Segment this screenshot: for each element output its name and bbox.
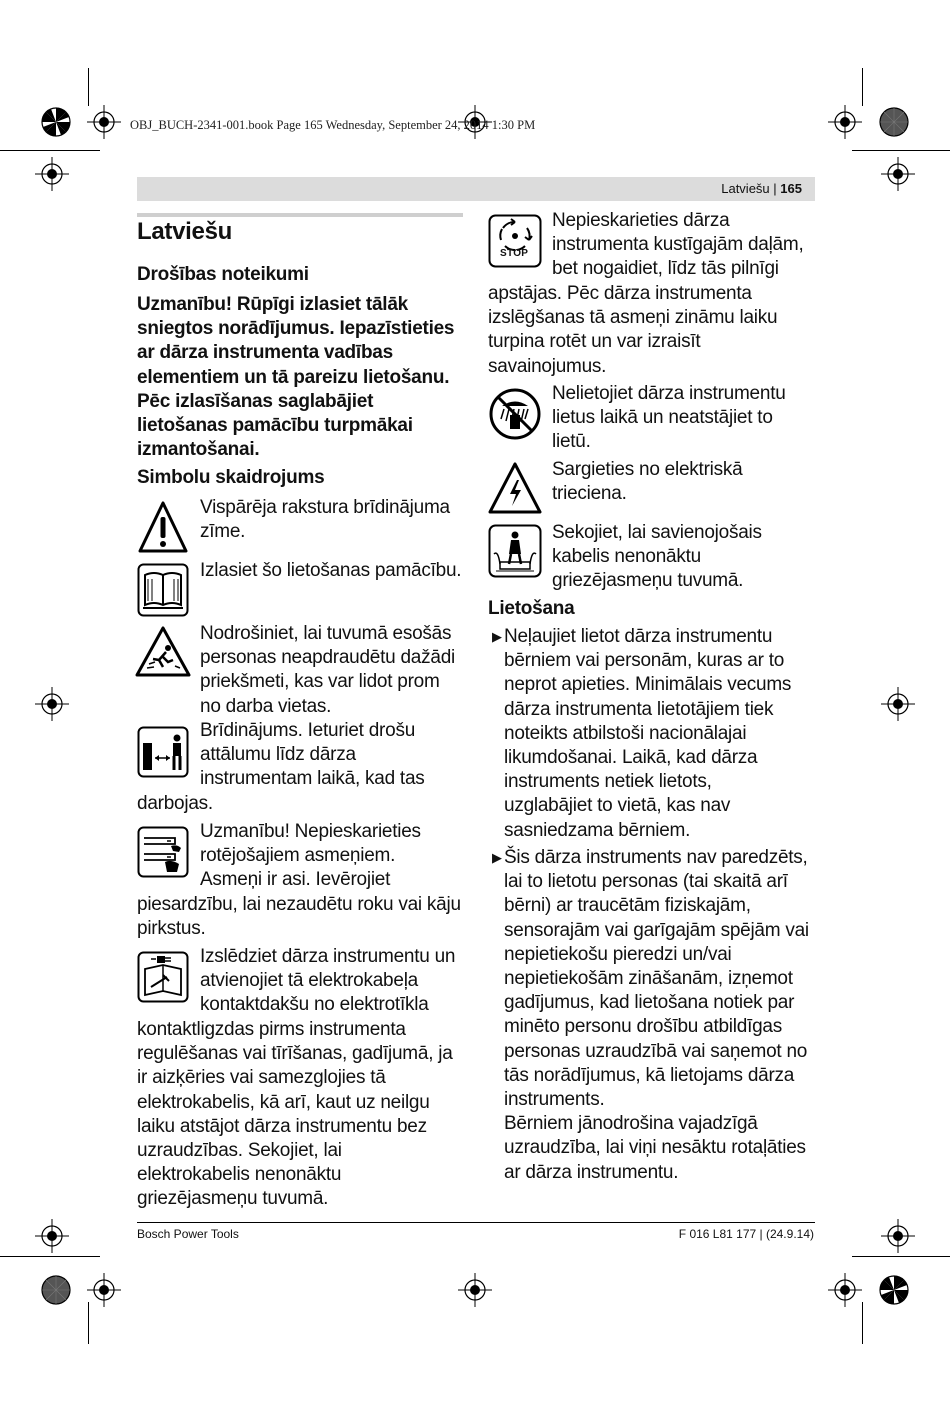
title-rule [137,213,463,217]
bullet-line: gadījumus, kad lietošana notiek par [504,992,795,1014]
header-separator: | [773,181,777,196]
symbol-line: griezējasmeņu tuvumā. [137,1188,329,1210]
usage-heading: Lietošana [488,598,575,619]
intro-line: izmantošanai. [137,439,260,461]
symbol-text [137,1018,477,1212]
symbol-text [552,521,822,594]
stop-badge: STOP [500,248,529,259]
warning-triangle-icon [137,500,189,554]
footer-rule [137,1222,815,1223]
symbol-line: Brīdinājums. Ieturiet drošu [200,720,416,741]
intro-line: ar dārza instrumenta vadības [137,342,393,364]
book-info-line: OBJ_BUCH-2341-001.book Page 165 Wednesday, September 24, 2014 1:30 PM [130,118,536,132]
page-header [721,181,802,196]
intro-line: sniegtos norādījumus. Iepazīstieties [137,318,455,340]
symbols-heading: Simbolu skaidrojums [137,467,325,488]
symbol-line: ir aizķēries vai samezglojies tā [137,1067,386,1089]
bullet-line: tās norādījumus, kā lietojams dārza [504,1064,795,1086]
symbol-text [552,382,822,455]
symbol-line: elektrokabelis, kā arī, kaut uz neilgu [137,1091,430,1113]
symbol-line: instrumentam laikā, kad tas [200,768,425,790]
symbol-line: bet nogaidiet, līdz tās pilnīgi [552,258,779,280]
symbol-line: rotējošajiem asmeņiem. [200,845,396,867]
stop-rotation-icon [488,214,542,268]
symbol-line: Nepieskarieties dārza [552,210,730,231]
symbol-line: elektrokabelis nenonāktu [137,1164,342,1186]
bullet-line: ar dārza instrumentu. [504,1161,679,1183]
symbol-line: Nodrošiniet, lai tuvumā esošās [200,623,452,644]
page-number: 165 [780,181,802,196]
bullet-line: likumdošanai. Laikā, kad dārza [504,747,758,769]
symbol-line: kontaktligzdas pirms instrumenta [137,1019,406,1040]
symbol-line: priekšmeti, kas var lidot prom [200,671,440,693]
symbol-line: izslēgšanas tā asmeņi zināmu laiku [488,307,778,329]
read-manual-icon [137,563,189,617]
symbol-text [552,458,822,506]
bullet-line: bērni) ar traucētām fiziskajām, [504,895,751,917]
page-title: Latviešu [137,218,232,245]
electric-shock-icon [487,461,543,515]
symbol-line: Sekojiet, lai savienojošais [552,522,762,543]
bullet-line: nepietiekošu pieredzi un/vai [504,943,732,965]
symbol-text [488,282,828,379]
header-language: Latviešu [721,181,770,196]
symbol-line: regulēšanas vai tīrīšanas, gadījumā, ja [137,1043,453,1065]
header-bar [137,177,815,201]
warning-intro [137,293,467,462]
symbol-line: attālumu līdz dārza [200,744,356,766]
symbol-line: kontaktdakšu no elektrotīkla [200,994,429,1016]
bullet-line: neprot apieties. Minimālais vecums [504,674,792,696]
bullet-line: Bērniem jānodrošina vajadzīgā [504,1113,758,1135]
bullet-line: Šis dārza instruments nav paredzēts, [504,847,808,868]
symbol-line: Izslēdziet dārza instrumentu un [200,946,456,967]
symbol-line: instrumenta kustīgajām daļām, [552,234,804,256]
symbol-line: griezējasmeņu tuvumā. [552,570,744,592]
bullet-line: lai to lietotu personas (tai skaitā arī [504,871,788,893]
bullet-line: uzglabājiet to vietā, kas nav [504,795,731,817]
symbol-text [200,496,470,544]
unplug-icon [137,951,189,1003]
intro-line: Uzmanību! Rūpīgi izlasiet tālāk [137,294,408,315]
symbol-line: laiku atstājot dārza instrumentu bez [137,1115,427,1137]
symbol-line: kabelis nenonāktu [552,546,701,568]
symbol-text [137,893,477,941]
symbol-text [200,622,470,719]
symbol-line: Asmeņi ir asi. Ievērojiet [200,869,391,891]
symbol-line: zīme. [200,521,246,543]
symbol-line: pirkstus. [137,918,206,940]
symbol-text [200,559,470,583]
symbol-line: personas neapdraudētu dažādi [200,647,455,669]
symbol-text [200,945,470,1018]
flying-objects-icon [135,626,191,678]
bullet-line: sensorajām vai garīgajām spējām vai [504,919,809,941]
symbol-line: atvienojiet tā elektrokabeļa [200,970,418,992]
bullet-line: Neļaujiet lietot dārza instrumentu [504,626,773,647]
symbol-line: turpina rotēt un var izraisīt [488,331,701,353]
bullet-text [504,846,824,1185]
no-rain-icon [488,387,542,441]
bullet-line: dārza instrumenta lietotājiem tiek [504,698,774,720]
symbol-line: uzraudzības. Sekojiet, lai [137,1140,342,1162]
bullet-icon: ▶ [492,850,502,865]
symbol-line: Nelietojiet dārza instrumentu [552,383,786,404]
symbol-line: Uzmanību! Nepieskarieties [200,821,421,842]
bullet-line: sasniedzama bērniem. [504,819,691,841]
keep-distance-icon [137,726,189,778]
symbol-line: apstājas. Pēc dārza instrumenta [488,283,752,304]
bullet-icon: ▶ [492,629,502,644]
bullet-line: nepietiekošām zināšanām, izņemot [504,968,793,990]
bullet-line: instruments netiek lietots, [504,771,712,793]
symbol-text [200,719,470,792]
symbol-line: lietus laikā un neatstājiet to [552,407,773,429]
bullet-line: noteikts atbilstoši nacionālajai [504,722,747,744]
bullet-line: personas uzraudzībā vai saņemot no [504,1040,808,1062]
rotating-blades-icon [137,826,189,878]
bullet-line: uzraudzība, lai viņi nesāktu rotaļāties [504,1137,806,1159]
symbol-line: Vispārēja rakstura brīdinājuma [200,497,450,518]
intro-line: Pēc izlasīšanas saglabājiet [137,390,374,412]
symbol-line: piesardzību, lai nezaudētu roku vai kāju [137,894,461,915]
footer-brand: Bosch Power Tools [137,1227,239,1241]
bullet-line: instruments. [504,1089,605,1111]
intro-line: lietošanas pamācību turpmākai [137,415,413,437]
cable-away-icon [488,524,542,578]
symbol-line: savainojumus. [488,355,607,377]
bullet-line: minēto personu drošību atbildīgas [504,1016,782,1038]
symbol-line: Sargieties no elektriskā [552,459,743,480]
symbol-text [200,820,470,893]
symbol-text [552,209,822,282]
symbol-line: darbojas. [137,793,213,814]
intro-line: elementiem un tā pareizu lietošanu. [137,366,450,388]
symbol-line: no darba vietas. [200,695,332,717]
bullet-line: bērniem vai personām, kuras ar to [504,650,785,672]
bullet-text [504,625,824,843]
footer-doc-code: F 016 L81 177 | (24.9.14) [678,1227,814,1241]
symbol-line: lietū. [552,431,591,453]
safety-heading: Drošības noteikumi [137,264,309,285]
symbol-line: trieciena. [552,483,627,505]
symbol-line: Izlasiet šo lietošanas pamācību. [200,560,462,581]
